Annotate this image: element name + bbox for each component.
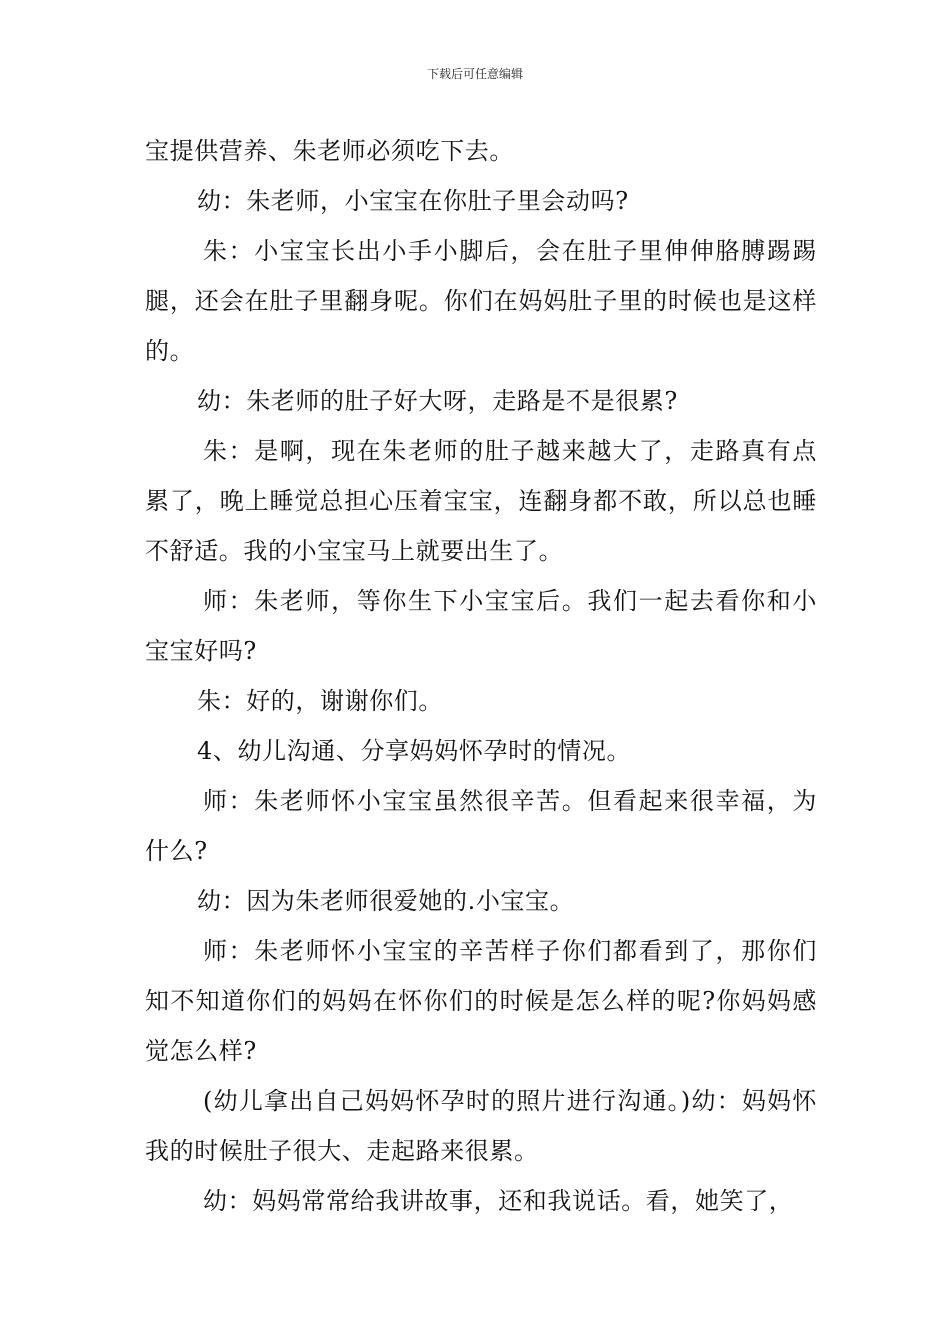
paragraph: (幼儿拿出自己妈妈怀孕时的照片进行沟通。)幼：妈妈怀我的时候肚子很大、走起路来很累。 <box>145 1087 817 1165</box>
paragraph: 幼：朱老师，小宝宝在你肚子里会动吗? <box>197 187 629 215</box>
page-header: 下载后可任意编辑 <box>426 67 523 81</box>
paragraph: 幼：朱老师的肚子好大呀，走路是不是很累? <box>197 387 678 415</box>
paragraph: 师：朱老师怀小宝宝的辛苦样子你们都看到了，那你们知不知道你们的妈妈在怀你们的时候是怎么样的呢?你妈妈感觉怎么样? <box>145 937 817 1065</box>
document-body <box>145 126 817 1226</box>
paragraph: 师：朱老师怀小宝宝虽然很辛苦。但看起来很幸福，为什么? <box>145 787 817 865</box>
paragraph: 4、幼儿沟通、分享妈妈怀孕时的情况。 <box>197 737 632 765</box>
paragraph: 朱：是啊，现在朱老师的肚子越来越大了，走路真有点累了，晚上睡觉总担心压着宝宝，连翻身都不敢，所以总也睡不舒适。我的小宝宝马上就要出生了。 <box>145 437 817 565</box>
paragraph: 幼：因为朱老师很爱她的.小宝宝。 <box>197 887 575 915</box>
paragraph: 师：朱老师，等你生下小宝宝后。我们一起去看你和小宝宝好吗? <box>145 587 817 665</box>
paragraph: 宝提供营养、朱老师必须吃下去。 <box>145 137 514 165</box>
paragraph: 朱：小宝宝长出小手小脚后，会在肚子里伸伸胳膊踢踢腿，还会在肚子里翻身呢。你们在妈妈肚子里的时候也是这样的。 <box>145 237 817 365</box>
paragraph: 朱：好的，谢谢你们。 <box>197 687 443 715</box>
paragraph: 幼：妈妈常常给我讲故事，还和我说话。看，她笑了， <box>203 1187 794 1215</box>
